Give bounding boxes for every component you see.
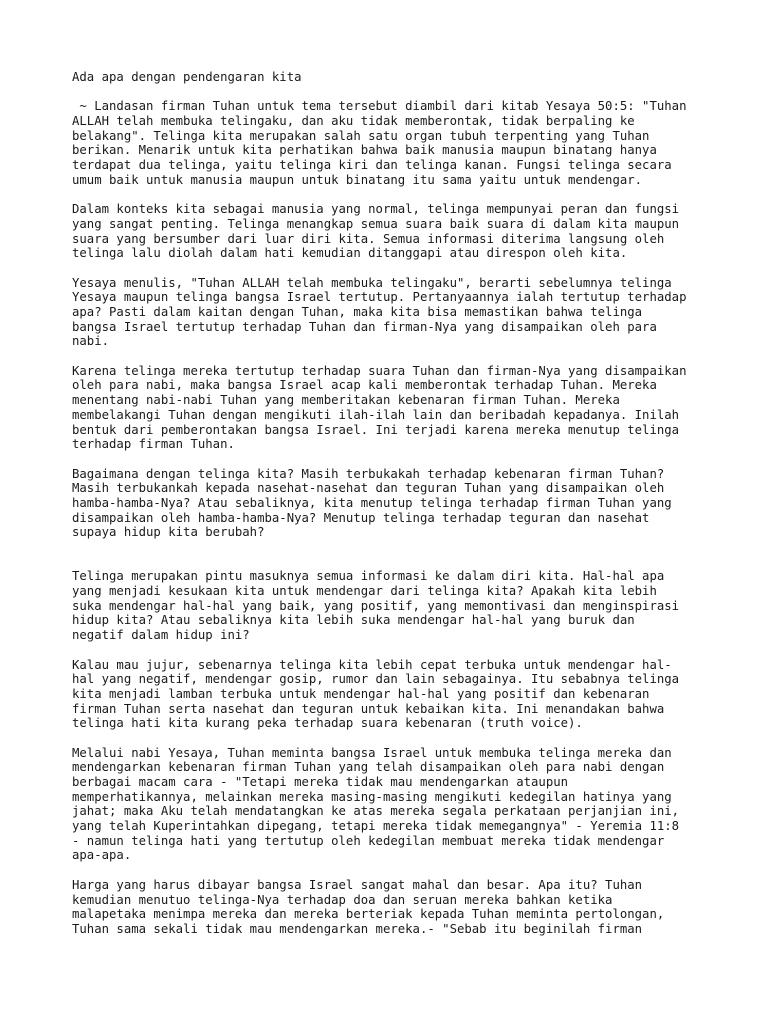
paragraph-line: ALLAH telah membuka telingaku, dan aku tidak memberontak, tidak berpaling ke <box>72 114 635 129</box>
paragraph-line: hidup kita? Atau sebaliknya kita lebih suka mendengar hal-hal yang buruk dan <box>72 613 635 628</box>
paragraph-line: Bagaimana dengan telinga kita? Masih terbukakah terhadap kebenaran firman Tuhan? <box>72 466 665 481</box>
paragraph-line: oleh para nabi, maka bangsa Israel acap kali memberontak terhadap Tuhan. Mereka <box>72 378 657 393</box>
paragraph-line: Melalui nabi Yesaya, Tuhan meminta bangsa Israel untuk membuka telinga mereka dan <box>72 745 672 760</box>
document-title: Ada apa dengan pendengaran kita <box>72 70 302 84</box>
paragraph-line: Dalam konteks kita sebagai manusia yang normal, telinga mempunyai peran dan fungsi <box>72 202 680 217</box>
paragraph-line: - namun telinga hati yang tertutup oleh kedegilan membuat mereka tidak mendengar <box>72 833 665 848</box>
paragraph-4 <box>72 364 722 452</box>
paragraph-line: Karena telinga mereka tertutup terhadap suara Tuhan dan firman-Nya yang disampaikan <box>72 363 687 378</box>
paragraph-line: terhadap firman Tuhan. <box>72 437 235 452</box>
paragraph-line: nabi. <box>72 334 110 349</box>
paragraph-line: terdapat dua telinga, yaitu telinga kiri dan telinga kanan. Fungsi telinga secara <box>72 158 672 173</box>
paragraph-line: Tuhan sama sekali tidak mau mendengarkan mereka.- "Sebab itu beginilah firman <box>72 921 643 936</box>
paragraph-line: Masih terbukankah kepada nasehat-nasehat dan teguran Tuhan yang disampaikan oleh <box>72 481 665 496</box>
paragraph-line: mendengarkan kebenaran firman Tuhan yang telah disampaikan oleh para nabi dengan <box>72 760 665 775</box>
paragraph-line: berbagai macam cara - "Tetapi mereka tidak mau mendengarkan ataupun <box>72 775 569 790</box>
paragraph-line: yang telah Kuperintahkan dipegang, tetapi mereka tidak memegangnya" - Yeremia 11:8 <box>72 819 680 834</box>
paragraph-line: disampaikan oleh hamba-hamba-Nya? Menutup telinga terhadap teguran dan nasehat <box>72 510 650 525</box>
paragraph-line: berikan. Menarik untuk kita perhatikan bahwa baik manusia maupun binatang hanya <box>72 143 657 158</box>
paragraph-line: Telinga merupakan pintu masuknya semua informasi ke dalam diri kita. Hal-hal apa <box>72 569 665 584</box>
paragraph-line: memperhatikannya, melainkan mereka masing-masing mengikuti kedegilan hatinya yang <box>72 789 672 804</box>
paragraph-line: belakang". Telinga kita merupakan salah satu organ tubuh terpenting yang Tuhan <box>72 128 650 143</box>
paragraph-5 <box>72 467 722 540</box>
paragraph-line: supaya hidup kita berubah? <box>72 525 265 540</box>
paragraph-line: Yesaya maupun telinga bangsa Israel tertutup. Pertanyaannya ialah tertutup terhadap <box>72 290 687 305</box>
paragraph-line: membelakangi Tuhan dengan mengikuti ilah-ilah lain dan beribadah kepadanya. Inilah <box>72 407 680 422</box>
paragraph-1 <box>72 99 722 187</box>
paragraph-line: bangsa Israel tertutup terhadap Tuhan dan firman-Nya yang disampaikan oleh para <box>72 319 657 334</box>
paragraph-line: ~ Landasan firman Tuhan untuk tema tersebut diambil dari kitab Yesaya 50:5: "Tuhan <box>72 99 687 114</box>
paragraph-line: Harga yang harus dibayar bangsa Israel sangat mahal dan besar. Apa itu? Tuhan <box>72 877 643 892</box>
document-page <box>72 70 722 951</box>
paragraph-line: menentang nabi-nabi Tuhan yang memberitakan kebenaran firman Tuhan. Mereka <box>72 393 620 408</box>
paragraph-line: umum baik untuk manusia maupun untuk binatang itu sama yaitu untuk mendengar. <box>72 172 643 187</box>
paragraph-line: telinga lalu diolah dalam hati kemudian ditanggapi atau direspon oleh kita. <box>72 246 628 261</box>
paragraph-line: suara yang bersumber dari luar diri kita. Semua informasi diterima langsung oleh <box>72 231 665 246</box>
paragraph-7 <box>72 658 722 731</box>
paragraph-line: firman Tuhan serta nasehat dan teguran untuk kebaikan kita. Ini menandakan bahwa <box>72 701 665 716</box>
paragraph-6 <box>72 569 722 642</box>
paragraph-8 <box>72 746 722 864</box>
paragraph-line: apa-apa. <box>72 848 132 863</box>
paragraph-line: kemudian menutuo telinga-Nya terhadap doa dan seruan mereka bahkan ketika <box>72 892 613 907</box>
paragraph-line: malapetaka menimpa mereka dan mereka berteriak kepada Tuhan meminta pertolongan, <box>72 907 665 922</box>
paragraph-3 <box>72 276 722 349</box>
paragraph-9 <box>72 878 722 937</box>
paragraph-line: yang menjadi kesukaan kita untuk mendengar dari telinga kita? Apakah kita lebih <box>72 584 657 599</box>
paragraph-2 <box>72 202 722 261</box>
paragraph-line: suka mendengar hal-hal yang baik, yang positif, yang memontivasi dan menginspirasi <box>72 598 680 613</box>
paragraph-line: jahat; maka Aku telah mendatangkan ke atas mereka segala perkataan perjanjian ini, <box>72 804 680 819</box>
paragraph-line: hamba-hamba-Nya? Atau sebaliknya, kita menutup telinga terhadap firman Tuhan yang <box>72 495 672 510</box>
paragraph-line: negatif dalam hidup ini? <box>72 628 250 643</box>
paragraph-line: Kalau mau jujur, sebenarnya telinga kita lebih cepat terbuka untuk mendengar hal- <box>72 657 672 672</box>
paragraph-line: hal yang negatif, mendengar gosip, rumor dan lain sebagainya. Itu sebabnya telinga <box>72 672 680 687</box>
paragraph-line: kita menjadi lamban terbuka untuk mendengar hal-hal yang positif dan kebenaran <box>72 686 650 701</box>
paragraph-line: telinga hati kita kurang peka terhadap suara kebenaran (truth voice). <box>72 716 583 731</box>
paragraph-line: apa? Pasti dalam kaitan dengan Tuhan, maka kita bisa memastikan bahwa telinga <box>72 305 643 319</box>
paragraph-line: bentuk dari pemberontakan bangsa Israel. Ini terjadi karena mereka menutup telinga <box>72 422 680 437</box>
paragraph-line: Yesaya menulis, "Tuhan ALLAH telah membuka telingaku", berarti sebelumnya telinga <box>72 275 672 290</box>
paragraph-line: yang sangat penting. Telinga menangkap semua suara baik suara di dalam kita maupun <box>72 216 680 231</box>
